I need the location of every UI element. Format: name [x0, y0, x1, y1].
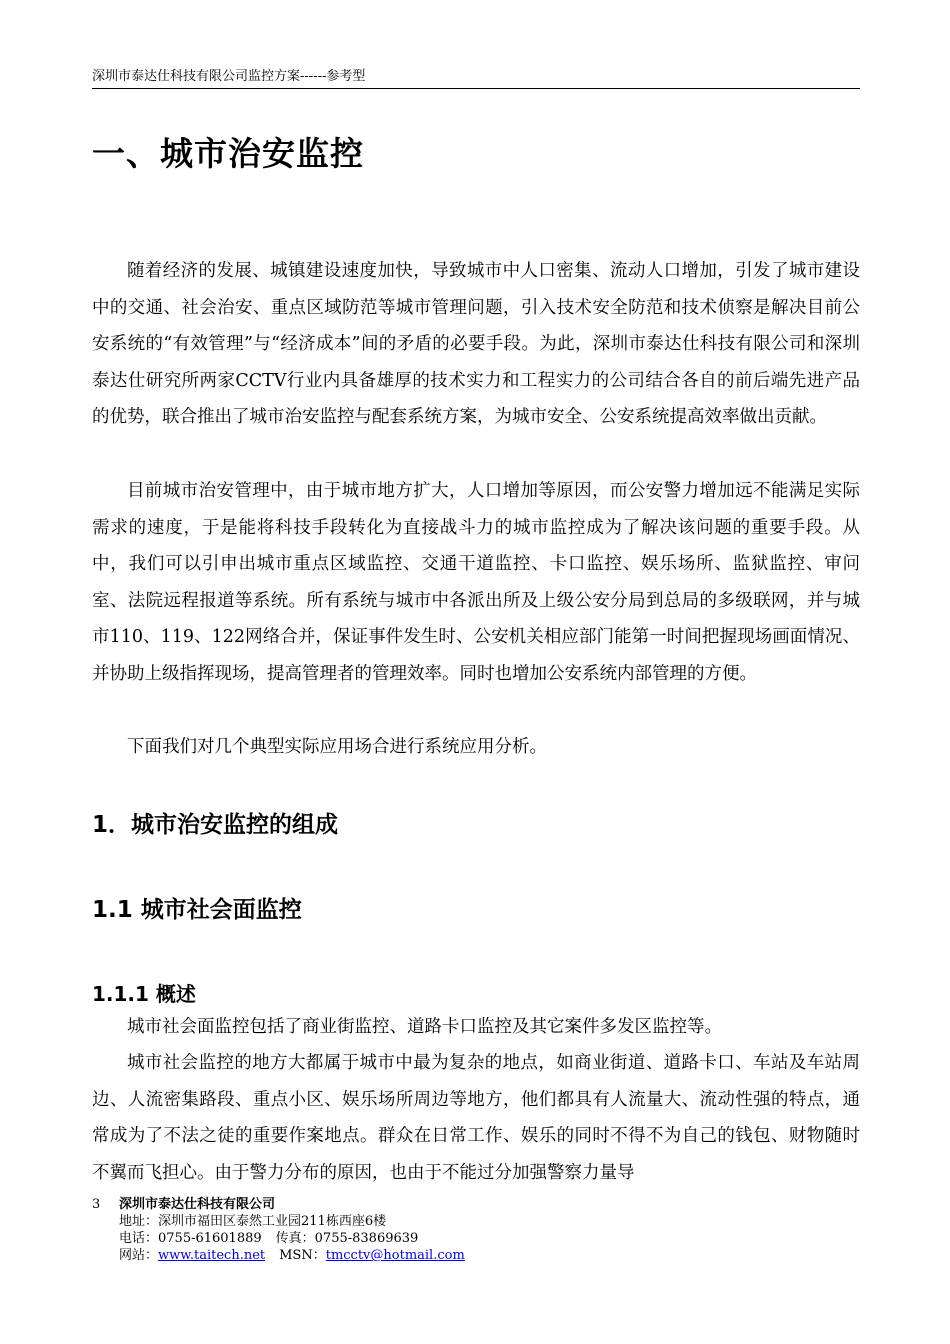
- paragraph-intro: 随着经济的发展、城镇建设速度加快，导致城市中人口密集、流动人口增加，引发了城市建设中的交通、社会治安、重点区域防范等城市管理问题，引入技术安全防范和技术侦察是解决目前公安系统的“有效管理”与“经济成本”间的矛盾的必要手段。为此，深圳市泰达仕科技有限公司和深圳泰达仕研究所两家CCTV行业内具备雄厚的技术实力和工程实力的公司结合各自的前后端先进产品的优势，联合推出了城市治安监控与配套系统方案，为城市安全、公安系统提高效率做出贡献。: [92, 261, 860, 428]
- paragraph-locations: 城市社会监控的地方大都属于城市中最为复杂的地点，如商业街道、道路卡口、车站及车站周边、人流密集路段、重点小区、娱乐场所周边等地方，他们都具有人流量大、流动性强的特点，通常成为了不法之徒的重要作案地点。群众在日常工作、娱乐的同时不得不为自己的钱包、财物随时不翼而飞担心。由于警力分布的原因，也由于不能过分加强警察力量导: [92, 1053, 860, 1183]
- page-number: 3: [92, 1197, 101, 1212]
- footer-contact: [119, 1230, 619, 1247]
- footer-web: [119, 1247, 619, 1264]
- footer-website-label: 网站：: [119, 1248, 159, 1263]
- chapter-title: 一、城市治安监控: [92, 134, 364, 173]
- subsection-heading-overview: 1.1.1 概述: [92, 982, 196, 1006]
- section-heading-composition: 1．城市治安监控的组成: [92, 812, 339, 838]
- footer-address: 地址：深圳市福田区泰然工业园211栋西座6楼: [119, 1214, 387, 1229]
- footer-website-link[interactable]: www.taitech.net: [158, 1248, 266, 1263]
- footer-fax: 传真：0755-83869639: [275, 1231, 419, 1246]
- footer-msn-link[interactable]: tmcctv@hotmail.com: [325, 1248, 465, 1263]
- footer-msn-label: MSN：: [279, 1248, 326, 1263]
- footer-company: 深圳市泰达仕科技有限公司: [119, 1197, 276, 1212]
- paragraph-analysis: 下面我们对几个典型实际应用场合进行系统应用分析。: [127, 737, 547, 757]
- paragraph-scope: 城市社会面监控包括了商业街监控、道路卡口监控及其它案件多发区监控等。: [127, 1017, 722, 1037]
- paragraph-management: 目前城市治安管理中，由于城市地方扩大，人口增加等原因，而公安警力增加远不能满足实际需求的速度，于是能将科技手段转化为直接战斗力的城市监控成为了解决该问题的重要手段。从中，我们可以引申出城市重点区域监控、交通干道监控、卡口监控、娱乐场所、监狱监控、审问室、法院远程报道等系统。所有系统与城市中各派出所及上级公安分局到总局的多级联网，并与城市110、119、122网络合并，保证事件发生时、公安机关相应部门能第一时间把握现场画面情况、并协助上级指挥现场，提高管理者的管理效率。同时也增加公安系统内部管理的方便。: [92, 481, 860, 684]
- footer-phone: 电话：0755-61601889: [119, 1231, 262, 1246]
- page-header: 深圳市泰达仕科技有限公司监控方案------参考型: [92, 68, 860, 89]
- section-heading-social-monitoring: 1.1 城市社会面监控: [92, 897, 302, 923]
